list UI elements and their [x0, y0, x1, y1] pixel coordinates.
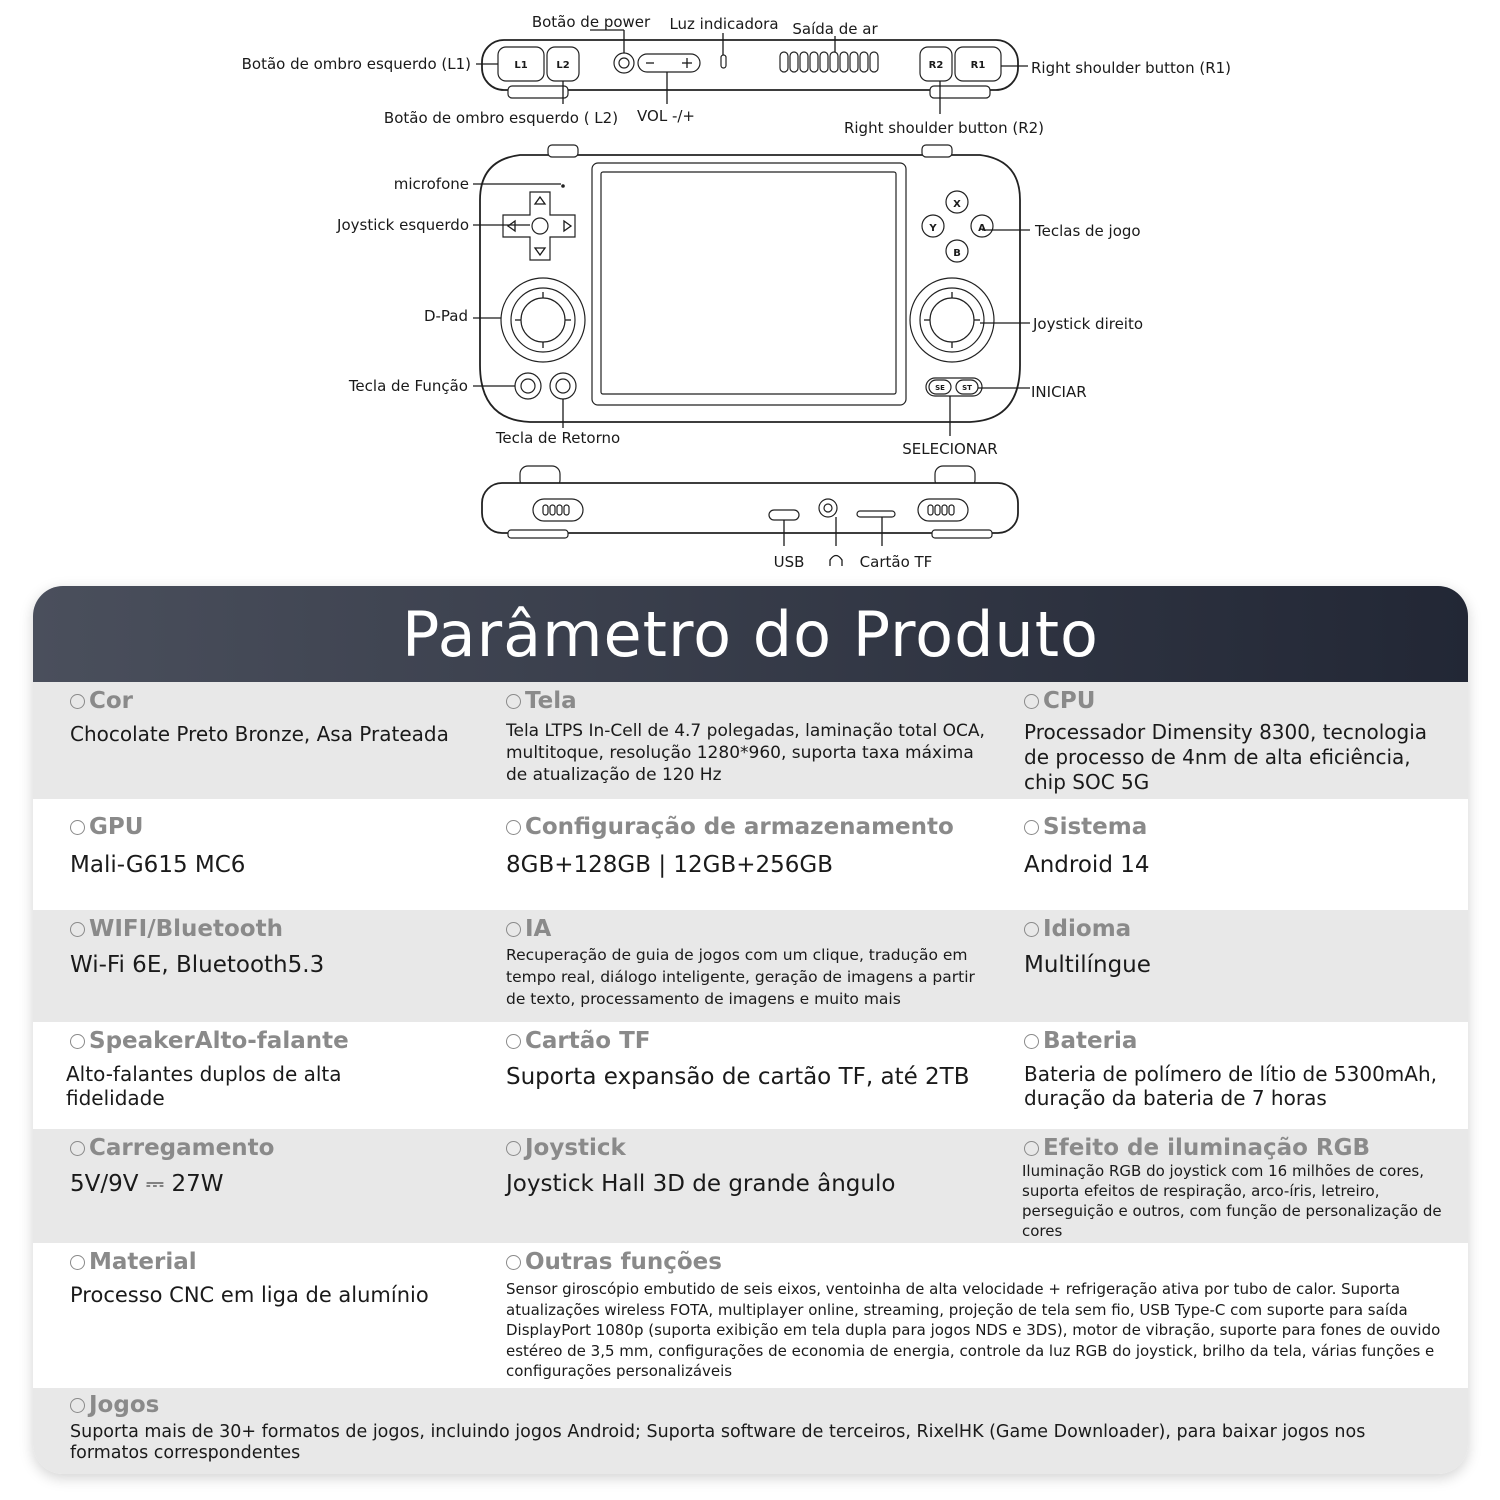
vol-label: VOL -/+ [637, 107, 695, 125]
spec-label: Bateria [1024, 1028, 1454, 1054]
bullet-circle-icon [506, 1034, 521, 1049]
spec-label: Cartão TF [506, 1028, 1006, 1054]
top-view [242, 13, 1231, 137]
power-label: Botão de power [531, 13, 651, 31]
spec-cell-wifi [70, 916, 490, 978]
bullet-circle-icon [1024, 820, 1039, 835]
spec-row-7 [33, 1388, 1468, 1474]
device-diagram [0, 0, 1500, 580]
b-text: B [953, 248, 961, 259]
bullet-circle-icon [70, 1034, 85, 1049]
spec-value: 8GB+128GB | 12GB+256GB [506, 852, 834, 878]
spec-value: Alto-falantes duplos de alta fidelidade [66, 1062, 342, 1110]
indicator-label: Luz indicadora [669, 15, 779, 33]
bullet-circle-icon [1024, 1034, 1039, 1049]
bullet-circle-icon [70, 922, 85, 937]
game-keys-label: Teclas de jogo [1035, 222, 1141, 240]
spec-value: Bateria de polímero de lítio de 5300mAh, duração da bateria de 7 horas [1024, 1062, 1437, 1110]
spec-label: Outras funções [506, 1249, 1446, 1275]
vent-label: Saída de ar [792, 20, 878, 38]
spec-cell-joystick [506, 1135, 1006, 1197]
spec-value: Chocolate Preto Bronze, Asa Prateada [70, 722, 449, 746]
y-text: Y [929, 223, 937, 234]
return-key-label: Tecla de Retorno [495, 429, 621, 447]
spec-cell-cpu [1024, 688, 1434, 795]
spec-value: Processador Dimensity 8300, tecnologia de processo de 4nm de alta eficiência, chip SOC 5G [1024, 720, 1428, 794]
right-joystick-label: Joystick direito [1033, 315, 1144, 333]
spec-label: CPU [1024, 688, 1434, 714]
spec-cell-material [70, 1249, 490, 1307]
select-label: SELECIONAR [902, 440, 998, 458]
spec-value: Joystick Hall 3D de grande ângulo [506, 1171, 896, 1197]
spec-cell-charging [70, 1135, 490, 1197]
bullet-circle-icon [506, 1141, 521, 1156]
spec-cell-tf [506, 1028, 1006, 1090]
spec-cell-screen [506, 688, 986, 786]
spec-value: Android 14 [1024, 852, 1150, 878]
spec-value: Sensor giroscópio embutido de seis eixos, ventoinha de alta velocidade + refrigeração ativa por tubo de calor. Suporta atualizações wireless FOTA, multiplayer online, streaming, projeção de tela sem fio, USB Type-C com suporte para saída DisplayPort 1080p (suporta exibição em tela dupla para jogos NDS e 3DS), motor de vibração, suporte para fones de ouvido estéreo de 3,5 mm, configurações de economia de energia, controle da luz RGB do joystick, brilho da tela, várias funções e configurações personalizáveis [506, 1280, 1441, 1380]
spec-label: Joystick [506, 1135, 1006, 1161]
spec-value: Iluminação RGB do joystick com 16 milhões de cores, suporta efeitos de respiração, arco-íris, letreiro, perseguição e outros, com função de personalização de cores [1022, 1162, 1442, 1240]
microphone [561, 184, 565, 188]
spec-label: Efeito de iluminação RGB [1024, 1135, 1456, 1161]
l1-text: L1 [514, 60, 528, 71]
start-label: INICIAR [1031, 383, 1087, 401]
r2-label: Right shoulder button (R2) [843, 119, 1045, 137]
spec-cell-speaker [66, 1028, 410, 1110]
power-icon [619, 58, 629, 68]
bullet-circle-icon [1024, 1141, 1039, 1156]
spec-value: Suporta expansão de cartão TF, até 2TB [506, 1064, 970, 1090]
spec-row-5 [33, 1129, 1468, 1243]
spec-label: Idioma [1024, 916, 1434, 942]
tf-label: Cartão TF [859, 553, 933, 571]
usb-label: USB [773, 553, 805, 571]
bullet-circle-icon [70, 694, 85, 709]
usb-port [769, 510, 799, 520]
spec-label: Sistema [1024, 814, 1434, 840]
spec-value: Processo CNC em liga de alumínio [70, 1283, 429, 1307]
spec-row-6 [33, 1243, 1468, 1388]
spec-value: Recuperação de guia de jogos com um clique, tradução em tempo real, diálogo inteligente, geração de imagens a partir de texto, processamento de imagens e muito mais [506, 946, 975, 1008]
spec-cell-storage [506, 814, 1006, 878]
spec-cell-system [1024, 814, 1434, 878]
spec-value: Suporta mais de 30+ formatos de jogos, incluindo jogos Android; Suporta software de terceiros, RixelHK (Game Downloader), para baixar jogos nos formatos correspondentes [70, 1422, 1366, 1463]
bullet-circle-icon [506, 1255, 521, 1270]
bullet-circle-icon [506, 820, 521, 835]
bullet-circle-icon [1024, 922, 1039, 937]
right-stick[interactable] [930, 298, 974, 342]
spec-label: Carregamento [70, 1135, 490, 1161]
spec-value: 5V/9V ⎓ 27W [70, 1171, 224, 1197]
r2-text: R2 [928, 60, 944, 71]
spec-cell-games [70, 1392, 1430, 1464]
spec-row-2 [33, 799, 1468, 910]
bullet-circle-icon [70, 1141, 85, 1156]
bullet-circle-icon [70, 1255, 85, 1270]
spec-label: SpeakerAlto-falante [70, 1028, 410, 1054]
spec-row-1 [33, 682, 1468, 799]
bottom-view [482, 466, 1018, 571]
screen[interactable] [601, 172, 896, 394]
spec-label: Jogos [70, 1392, 1430, 1418]
spec-cell-color [70, 688, 490, 746]
spec-value: Multilíngue [1024, 952, 1151, 978]
indicator-light [721, 55, 726, 68]
spec-label: Cor [70, 688, 490, 714]
spec-label: Material [70, 1249, 490, 1275]
spec-cell-language [1024, 916, 1434, 978]
spec-cell-other-functions [506, 1249, 1446, 1382]
spec-cell-rgb [1024, 1135, 1456, 1241]
x-text: X [953, 199, 961, 210]
l2-label: Botão de ombro esquerdo ( L2) [383, 109, 619, 127]
spec-row-4 [33, 1022, 1468, 1129]
r1-text: R1 [970, 60, 986, 71]
spec-cell-battery [1024, 1028, 1454, 1110]
function-key-label: Tecla de Função [348, 377, 468, 395]
bullet-circle-icon [70, 1398, 85, 1413]
se-text: SE [935, 384, 945, 392]
bullet-circle-icon [70, 820, 85, 835]
bullet-circle-icon [1024, 694, 1039, 709]
spec-label: IA [506, 916, 991, 942]
spec-value: Mali-G615 MC6 [70, 852, 246, 878]
spec-label: Tela [506, 688, 986, 714]
mic-label: microfone [393, 175, 469, 193]
l2-text: L2 [556, 60, 570, 71]
panel-header [33, 586, 1468, 682]
spec-value: Wi-Fi 6E, Bluetooth5.3 [70, 952, 325, 978]
headphone-icon [830, 556, 842, 567]
bullet-circle-icon [506, 922, 521, 937]
spec-label: WIFI/Bluetooth [70, 916, 490, 942]
spec-row-3 [33, 910, 1468, 1022]
spec-cell-gpu [70, 814, 490, 878]
dpad-label: D-Pad [423, 307, 468, 325]
a-text: A [978, 223, 986, 234]
spec-label: GPU [70, 814, 490, 840]
spec-cell-ai [506, 916, 991, 1010]
bullet-circle-icon [506, 694, 521, 709]
tf-card-slot [857, 511, 895, 517]
spec-label: Configuração de armazenamento [506, 814, 1006, 840]
r1-label: Right shoulder button (R1) [1031, 59, 1232, 77]
spec-panel [33, 586, 1468, 1474]
st-text: ST [962, 384, 972, 392]
front-view [336, 145, 1143, 458]
spec-value: Tela LTPS In-Cell de 4.7 polegadas, laminação total OCA, multitoque, resolução 1280*960, suporta taxa máxima de atualização de 120 Hz [506, 721, 985, 785]
l1-label: Botão de ombro esquerdo (L1) [241, 55, 471, 73]
left-stick[interactable] [521, 298, 565, 342]
panel-title: Parâmetro do Produto [402, 597, 1099, 671]
left-joystick-label: Joystick esquerdo [337, 216, 469, 234]
